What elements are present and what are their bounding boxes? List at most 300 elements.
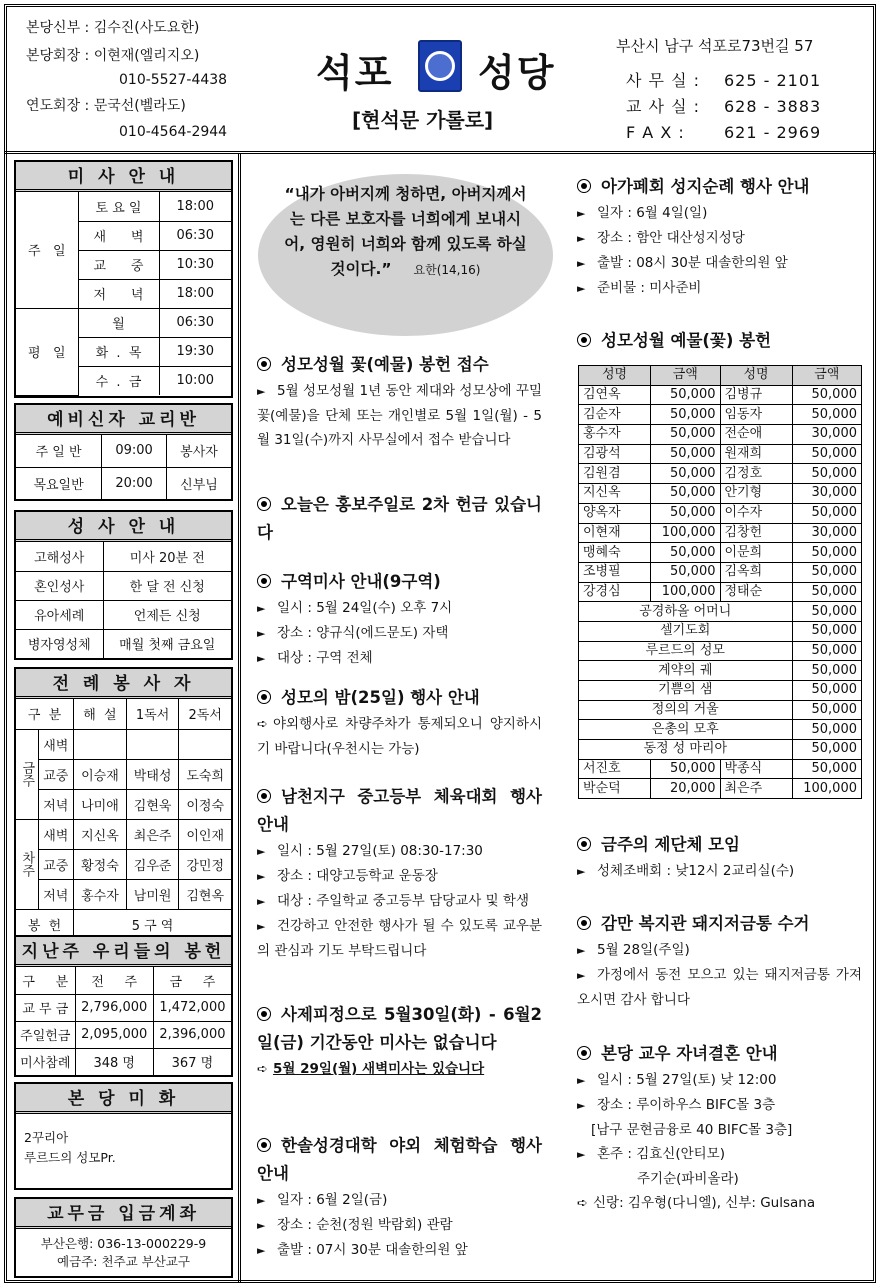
mass-day: 새 벽 [78, 221, 159, 250]
notice-line [257, 914, 542, 963]
servers-cell: 새벽 [38, 819, 74, 849]
pointer-bullet-icon: ► [257, 870, 266, 883]
collection-amount: 367 명 [153, 1048, 231, 1075]
contact-row [626, 120, 821, 146]
servers-cell: 교중 [38, 849, 74, 879]
flowers-line: 2꾸리아 [24, 1130, 69, 1145]
sacrament-note: 한 달 전 신청 [103, 571, 231, 600]
pastor-name: 김수진(사도요한) [93, 20, 200, 36]
mass-day: 토 요 일 [78, 192, 159, 221]
collection-head-cell: 전 주 [75, 967, 153, 994]
donation-amount: 50,000 [792, 720, 862, 740]
radio-bullet-icon [577, 179, 591, 193]
notice-line [257, 712, 542, 761]
notice-line [577, 1167, 862, 1191]
servers-row [16, 789, 231, 819]
arrow-right-icon: ➪ [577, 1196, 588, 1211]
donation-amount: 50,000 [792, 464, 862, 484]
donation-amount: 50,000 [792, 661, 862, 681]
servers-cell: 이인재 [179, 819, 231, 849]
collection-amount: 2,796,000 [75, 994, 153, 1021]
donation-group-row [579, 641, 862, 661]
mass-day: 교 중 [78, 250, 159, 279]
mass-day: 수 . 금 [78, 366, 159, 395]
pointer-bullet-icon: ► [577, 1148, 586, 1161]
donation-row [579, 484, 862, 504]
servers-group: 차주 [16, 819, 38, 909]
servers-row [16, 879, 231, 909]
notice-title-text: 성모의 밤(25일) 행사 안내 [281, 688, 480, 707]
radio-bullet-icon [577, 1046, 591, 1060]
church-logo [418, 40, 462, 92]
servers-cell: 지신옥 [74, 819, 127, 849]
notice-line-text: 5월 성모성월 1년 동안 제대와 성모상에 꾸밀 꽃(예물)을 단체 또는 개인별로 5월 1일(월) - 5월 31일(수)까지 사무실에서 접수 받습니다 [257, 383, 542, 448]
donation-group-name: 은총의 모후 [579, 720, 793, 740]
radio-bullet-icon [257, 574, 271, 588]
notice-title [577, 173, 862, 201]
church-address: 부산시 남구 석포로73번길 57 [616, 37, 814, 55]
church-patron: [현석문 가롤로] [352, 108, 494, 132]
collection-amount: 2,095,000 [75, 1021, 153, 1048]
servers-cell: 김현욱 [126, 789, 179, 819]
donation-name: 전순애 [720, 425, 792, 445]
sacrament-note: 미사 20분 전 [103, 542, 231, 571]
mass-time: 18:00 [159, 192, 231, 221]
quote-reference: 요한(14,16) [413, 263, 481, 277]
notice-line-text: 신랑: 김우형(다니엘), 신부: Gulsana [593, 1195, 816, 1211]
contact-list [626, 68, 821, 146]
donation-name: 김정호 [720, 464, 792, 484]
mass-day: 월 [78, 308, 159, 337]
quote-text [258, 182, 553, 283]
mass-row [16, 308, 231, 337]
pointer-bullet-icon: ► [577, 282, 586, 295]
pointer-bullet-icon: ► [577, 944, 586, 957]
servers-cell: 새벽 [38, 729, 74, 759]
pointer-bullet-icon: ► [257, 385, 266, 398]
donation-row [579, 582, 862, 602]
radio-bullet-icon [257, 1138, 271, 1152]
donation-name: 이수자 [720, 503, 792, 523]
donation-group-name: 계약의 궤 [579, 661, 793, 681]
radio-bullet-icon [257, 690, 271, 704]
donation-head-cell: 금액 [651, 366, 721, 386]
donation-head-cell: 성명 [720, 366, 792, 386]
donation-amount: 50,000 [651, 425, 721, 445]
quote-body: “내가 아버지께 청하면, 아버지께서는 다른 보호자를 너희에게 보내시어, 영원히 너희와 함께 있도록 하실 것이다.” [284, 185, 527, 278]
collection-table [16, 967, 231, 1075]
catechumen-cell: 주 일 반 [16, 435, 102, 467]
donation-name: 정태순 [720, 582, 792, 602]
notice-line [577, 201, 862, 226]
annual-name: 문국선(벨라도) [93, 98, 186, 114]
notice-line-text: 건강하고 안전한 행사가 될 수 있도록 교우분의 관심과 기도 부탁드립니다 [257, 918, 542, 959]
donation-row [579, 562, 862, 582]
notice-line [257, 646, 542, 671]
notice-title [577, 327, 862, 355]
notice-line [257, 379, 542, 452]
header-divider [4, 151, 876, 154]
notice-line-text: 일자 : 6월 4일(일) [597, 205, 708, 221]
contact-label: 사 무 실 : [626, 71, 701, 90]
radio-bullet-icon [577, 837, 591, 851]
contact-number: 628 - 3883 [724, 97, 822, 116]
donation-name: 이현재 [579, 523, 651, 543]
contact-row [626, 68, 821, 94]
president-phone: 010-5527-4438 [119, 72, 228, 88]
pointer-bullet-icon: ► [257, 920, 266, 933]
donation-group-row [579, 740, 862, 760]
church-name-1: 석포 [316, 51, 394, 95]
collection-label: 주일헌금 [16, 1021, 75, 1048]
radio-bullet-icon [257, 497, 271, 511]
donation-amount: 50,000 [651, 562, 721, 582]
pointer-bullet-icon: ► [577, 257, 586, 270]
b-cat-title: 예비신자 교리반 [16, 405, 231, 435]
donation-amount: 50,000 [792, 562, 862, 582]
notice-title-text: 본당 교우 자녀결혼 안내 [601, 1044, 778, 1063]
donation-name: 양옥자 [579, 503, 651, 523]
sacrament-row [16, 629, 231, 658]
donation-name: 최은주 [720, 779, 792, 799]
collection-label: 교 무 금 [16, 994, 75, 1021]
notice-section [577, 831, 862, 884]
mass-group: 주 일 [16, 192, 78, 308]
collection-head-cell: 구 분 [16, 967, 75, 994]
donation-row [579, 425, 862, 445]
mass-time: 06:30 [159, 221, 231, 250]
donation-amount: 50,000 [651, 503, 721, 523]
notice-line [257, 889, 542, 914]
collection-label: 미사참례 [16, 1048, 75, 1075]
donation-amount: 30,000 [792, 523, 862, 543]
catechumen-cell: 신부님 [167, 467, 231, 499]
notice-section [257, 568, 542, 671]
servers-cell: 나미애 [74, 789, 127, 819]
servers-cell: 저녁 [38, 879, 74, 909]
contact-number: 625 - 2101 [724, 71, 822, 90]
mass-day: 저 녁 [78, 279, 159, 308]
donation-head [579, 366, 862, 386]
notice-line [257, 1057, 542, 1082]
donation-head-cell: 금액 [792, 366, 862, 386]
catechumen-cell: 20:00 [102, 467, 167, 499]
collection-amount: 1,472,000 [153, 994, 231, 1021]
servers-cell: 강민정 [179, 849, 231, 879]
flowers-title: 본 당 미 화 [16, 1084, 231, 1114]
notice-title [577, 910, 862, 938]
donation-row [579, 503, 862, 523]
notice-title [257, 684, 542, 712]
notice-line-text: 5월 29일(월) 새벽미사는 있습니다 [273, 1061, 485, 1077]
donation-row [579, 444, 862, 464]
sacrament-row [16, 542, 231, 571]
servers-table [16, 699, 231, 939]
radio-bullet-icon [257, 789, 271, 803]
donation-amount: 30,000 [792, 425, 862, 445]
notice-line-text: 장소 : 대양고등학교 운동장 [277, 868, 438, 884]
donation-amount: 50,000 [792, 543, 862, 563]
liturgy-servers-box [14, 667, 233, 941]
donation-name: 김연옥 [579, 385, 651, 405]
mass-day: 화 . 목 [78, 337, 159, 366]
donation-name: 원재희 [720, 444, 792, 464]
servers-head-cell: 2독서 [179, 699, 231, 729]
donation-name: 김광석 [579, 444, 651, 464]
pointer-bullet-icon: ► [257, 602, 266, 615]
servers-group: 금주 [16, 729, 38, 819]
donation-name: 강경심 [579, 582, 651, 602]
donation-amount: 50,000 [651, 405, 721, 425]
pointer-bullet-icon: ► [257, 1244, 266, 1257]
donation-name: 맹혜숙 [579, 543, 651, 563]
mass-time: 19:30 [159, 337, 231, 366]
b-srv-title: 전 례 봉 사 자 [16, 669, 231, 699]
notice-line [577, 251, 862, 276]
notice-title [577, 831, 862, 859]
notice-line-text: 준비물 : 미사준비 [597, 280, 702, 296]
notice-line-text: 장소 : 순천(정원 박람회) 관람 [277, 1217, 453, 1233]
collection-row [16, 994, 231, 1021]
donation-amount: 50,000 [792, 385, 862, 405]
notice-title-text: 남천지구 중고등부 체육대회 행사 안내 [257, 787, 542, 834]
collection-head-cell: 금 주 [153, 967, 231, 994]
donation-row [579, 779, 862, 799]
collection-row [16, 1048, 231, 1075]
b-mass-title: 미 사 안 내 [16, 162, 231, 192]
donation-row [579, 464, 862, 484]
notice-line-text: 혼주 : 김효신(안티모) [597, 1146, 725, 1162]
donation-name: 박순덕 [579, 779, 651, 799]
servers-cell: 최은주 [126, 819, 179, 849]
donation-amount: 50,000 [651, 464, 721, 484]
donation-amount: 50,000 [651, 543, 721, 563]
notice-line [257, 839, 542, 864]
servers-cell: 박태성 [126, 759, 179, 789]
notice-line [577, 1068, 862, 1093]
notice-line [257, 1188, 542, 1213]
pointer-bullet-icon: ► [577, 207, 586, 220]
donation-amount: 50,000 [792, 405, 862, 425]
notice-title-text: 사제피정으로 5월30일(화) - 6월2일(금) 기간동안 미사는 없습니다 [257, 1005, 542, 1052]
catechumen-cell: 목요일반 [16, 467, 102, 499]
donation-amount: 50,000 [792, 503, 862, 523]
mass-time: 10:30 [159, 250, 231, 279]
sacraments-box [14, 510, 233, 660]
sacrament-note: 언제든 신청 [103, 600, 231, 629]
notice-line-text: 출발 : 08시 30분 대솔한의원 앞 [597, 255, 788, 271]
mass-group: 평 일 [16, 308, 78, 395]
notice-section [257, 1132, 542, 1263]
notice-line [577, 938, 862, 963]
donation-amount: 50,000 [651, 385, 721, 405]
donation-group-row [579, 661, 862, 681]
notice-line-text: 대상 : 구역 전체 [277, 650, 373, 666]
donation-group-row [579, 681, 862, 701]
notice-title [257, 1001, 542, 1057]
notice-title-text: 아가페회 성지순례 행사 안내 [601, 177, 810, 196]
notice-line-text: 야외행사로 차량주차가 통제되오니 양지하시기 바랍니다(우천시는 가능) [257, 716, 542, 757]
servers-row [16, 849, 231, 879]
donation-amount: 50,000 [792, 681, 862, 701]
notice-title [257, 568, 542, 596]
catechumen-row [16, 467, 231, 499]
donation-amount: 50,000 [792, 641, 862, 661]
donation-name: 안기형 [720, 484, 792, 504]
donation-amount: 100,000 [651, 582, 721, 602]
servers-head-cell: 1독서 [126, 699, 179, 729]
donation-row [579, 523, 862, 543]
notice-line [257, 596, 542, 621]
mass-row [16, 192, 231, 221]
donation-group-name: 루르드의 성모 [579, 641, 793, 661]
b-sac-title: 성 사 안 내 [16, 512, 231, 542]
notice-line-text: 출발 : 07시 30분 대솔한의원 앞 [277, 1242, 468, 1258]
donation-amount: 50,000 [792, 740, 862, 760]
donation-amount: 100,000 [651, 523, 721, 543]
notice-line-text: 5월 28일(주일) [597, 942, 690, 958]
contact-label: 교 사 실 : [626, 97, 701, 116]
notice-title [257, 1132, 542, 1188]
notice-title-text: 성모성월 꽃(예물) 봉헌 접수 [281, 355, 489, 374]
notice-title [257, 351, 542, 379]
notice-line [257, 864, 542, 889]
gospel-quote-bubble [258, 174, 553, 336]
servers-cell: 이정숙 [179, 789, 231, 819]
donation-name: 지신옥 [579, 484, 651, 504]
collection-amount: 2,396,000 [153, 1021, 231, 1048]
notice-section [257, 684, 542, 761]
contact-row [626, 94, 821, 120]
servers-cell: 홍수자 [74, 879, 127, 909]
donation-group-row [579, 720, 862, 740]
donation-name: 홍수자 [579, 425, 651, 445]
servers-row [16, 729, 231, 759]
column-divider [238, 153, 241, 1283]
contact-label: F A X : [626, 123, 685, 142]
bank-account: 부산은행: 036-13-000229-9 [40, 1236, 207, 1251]
notice-line [577, 963, 862, 1012]
notice-title-text: 성모성월 예물(꽃) 봉헌 [601, 331, 772, 350]
notice-line [257, 621, 542, 646]
mass-time: 06:30 [159, 308, 231, 337]
notice-line [577, 276, 862, 301]
notice-line [577, 1093, 862, 1118]
notice-title-text: 오늘은 홍보주일로 2차 헌금 있습니다 [257, 495, 542, 542]
president-label: 본당회장 : [26, 48, 90, 64]
donation-name: 김창헌 [720, 523, 792, 543]
president-line [26, 44, 199, 68]
mass-table [16, 192, 231, 396]
notice-line-text: 가정에서 동전 모으고 있는 돼지저금통 가져오시면 감사 합니다 [577, 967, 862, 1008]
catechumen-table [16, 435, 231, 499]
president-name: 이현재(엘리지오) [93, 48, 200, 64]
notice-title [577, 1040, 862, 1068]
donation-name: 이문희 [720, 543, 792, 563]
donation-row [579, 405, 862, 425]
pointer-bullet-icon: ► [577, 1074, 586, 1087]
donation-name: 임동자 [720, 405, 792, 425]
donation-amount: 50,000 [651, 484, 721, 504]
servers-cell [179, 729, 231, 759]
arrow-right-icon: ➪ [257, 1062, 268, 1077]
radio-bullet-icon [257, 1007, 271, 1021]
donation-name: 박종식 [720, 759, 792, 779]
notice-line-text: 일시 : 5월 27일(토) 08:30-17:30 [277, 843, 483, 859]
notice-title-text: 감만 복지관 돼지저금통 수거 [601, 914, 810, 933]
annual-phone: 010-4564-2944 [119, 124, 228, 140]
mass-schedule-box [14, 160, 233, 398]
flowers-box [14, 1082, 233, 1190]
sacrament-name: 고해성사 [16, 542, 103, 571]
notice-line-text: 장소 : 루이하우스 BIFC몰 3층 [597, 1097, 776, 1113]
donation-group-row [579, 700, 862, 720]
catechumen-cell: 09:00 [102, 435, 167, 467]
notice-line-text: 성체조배회 : 낮12시 2교리실(수) [597, 863, 795, 879]
donation-amount: 50,000 [792, 621, 862, 641]
notice-section [257, 491, 542, 547]
servers-cell: 도숙희 [179, 759, 231, 789]
sacrament-row [16, 571, 231, 600]
notice-line-text: 주기순(파비올라) [637, 1171, 739, 1187]
notice-section [577, 1040, 862, 1216]
sacrament-name: 혼인성사 [16, 571, 103, 600]
notice-line [257, 1213, 542, 1238]
notice-section [257, 783, 542, 963]
pointer-bullet-icon: ► [577, 969, 586, 982]
servers-cell: 남미원 [126, 879, 179, 909]
notice-line [577, 1118, 862, 1142]
sacrament-name: 유아세례 [16, 600, 103, 629]
notice-section [577, 910, 862, 1012]
donation-amount: 50,000 [651, 759, 721, 779]
mass-time: 18:00 [159, 279, 231, 308]
contact-number: 621 - 2969 [724, 123, 822, 142]
pointer-bullet-icon: ► [257, 1194, 266, 1207]
donation-amount: 50,000 [792, 444, 862, 464]
mass-time: 10:00 [159, 366, 231, 395]
radio-bullet-icon [577, 916, 591, 930]
donation-group-row [579, 621, 862, 641]
servers-cell: 이승재 [74, 759, 127, 789]
sacraments-table [16, 542, 231, 658]
pastor-line [26, 16, 199, 40]
notice-title [257, 783, 542, 839]
notice-section [577, 173, 862, 301]
donation-table [578, 365, 862, 799]
collection-box [14, 935, 233, 1077]
pointer-bullet-icon: ► [257, 895, 266, 908]
notice-section [577, 327, 862, 355]
notice-line [577, 226, 862, 251]
donation-amount: 50,000 [651, 444, 721, 464]
pointer-bullet-icon: ► [577, 1099, 586, 1112]
collection-amount: 348 명 [75, 1048, 153, 1075]
servers-row [16, 819, 231, 849]
servers-head [16, 699, 231, 729]
church-name-2: 성당 [478, 51, 556, 95]
donation-group-name: 기쁨의 샘 [579, 681, 793, 701]
notice-section [257, 1001, 542, 1082]
notice-section [257, 351, 542, 452]
annual-label: 연도회장 : [26, 98, 90, 114]
donation-amount: 100,000 [792, 779, 862, 799]
annual-line [26, 94, 186, 118]
notice-title [257, 491, 542, 547]
servers-cell: 김우준 [126, 849, 179, 879]
catechumen-box [14, 403, 233, 501]
servers-cell: 김현옥 [179, 879, 231, 909]
